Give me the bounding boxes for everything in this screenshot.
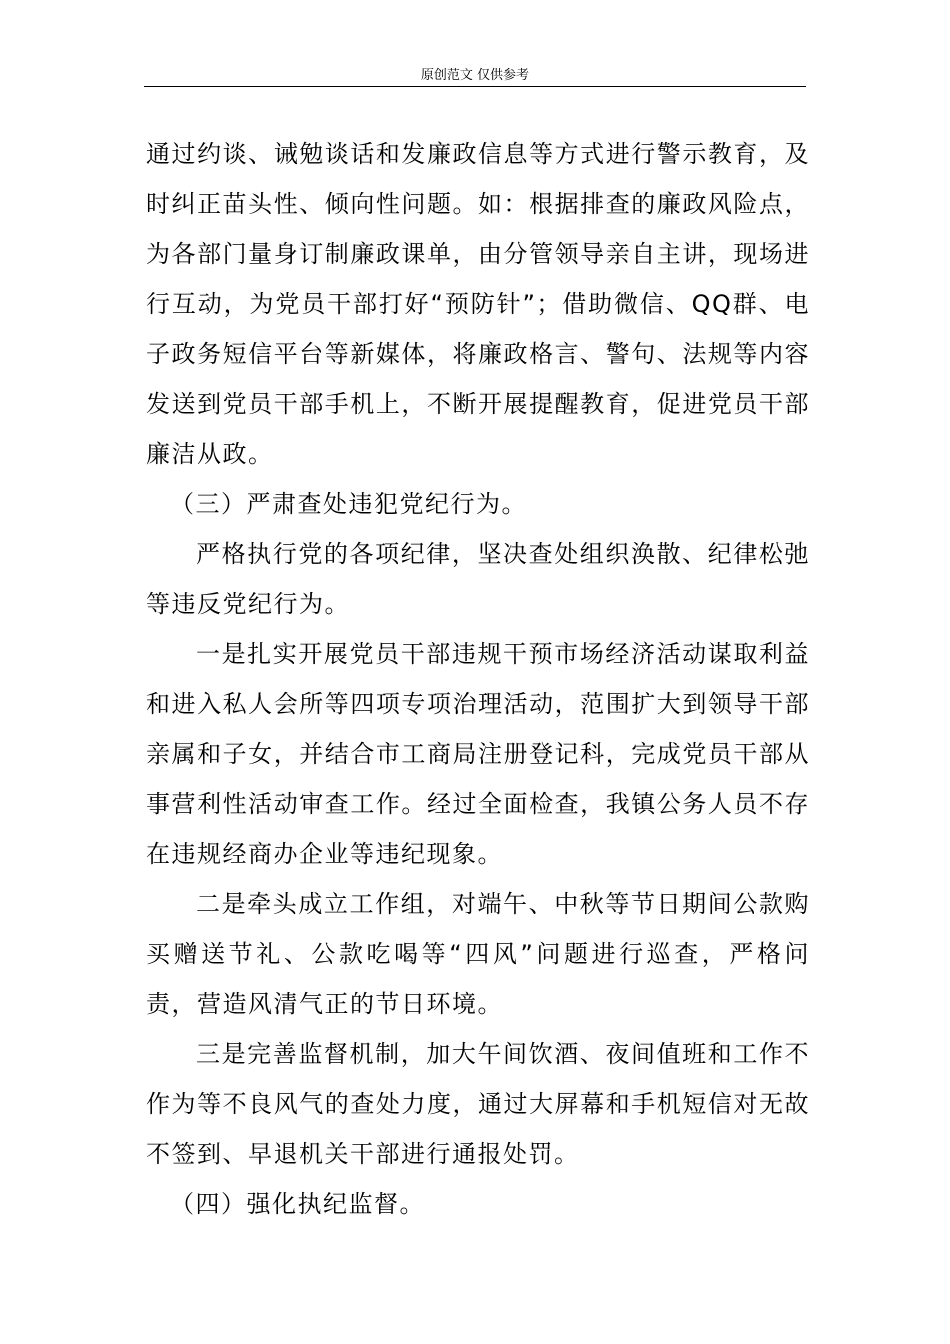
document-body bbox=[146, 129, 810, 1229]
paragraph-item-3: 三是完善监督机制，加大午间饮酒、夜间值班和工作不作为等不良风气的查处力度，通过大屏幕和手机短信对无故不签到、早退机关干部进行通报处罚。 bbox=[146, 1040, 810, 1168]
paragraph-discipline: 严格执行党的各项纪律，坚决查处组织涣散、纪律松弛等违反党纪行为。 bbox=[146, 540, 810, 618]
paragraph-warning-education: 通过约谈、诫勉谈话和发廉政信息等方式进行警示教育，及时纠正苗头性、倾向性问题。如：根据排查的廉政风险点，为各部门量身订制廉政课单，由分管领导亲自主讲，现场进行互动，为党员干部打好“预防针”；借助微信、QQ群、电子政务短信平台等新媒体，将廉政格言、警句、法规等内容发送到党员干部手机上，不断开展提醒教育，促进党员干部廉洁从政。 bbox=[146, 140, 810, 468]
paragraph-item-1: 一是扎实开展党员干部违规干预市场经济活动谋取利益和进入私人会所等四项专项治理活动，范围扩大到领导干部亲属和子女，并结合市工商局注册登记科，完成党员干部从事营利性活动审查工作。经过全面检查，我镇公务人员不存在违规经商办企业等违纪现象。 bbox=[146, 640, 810, 868]
section-heading-3: （三）严肃查处违犯党纪行为。 bbox=[170, 490, 527, 518]
page-header: 原创范文 仅供参考 bbox=[144, 66, 806, 87]
section-heading-4: （四）强化执纪监督。 bbox=[170, 1190, 425, 1218]
paragraph-item-2: 二是牵头成立工作组，对端午、中秋等节日期间公款购买赠送节礼、公款吃喝等“四风”问题进行巡查，严格问责，营造风清气正的节日环境。 bbox=[146, 890, 810, 1018]
